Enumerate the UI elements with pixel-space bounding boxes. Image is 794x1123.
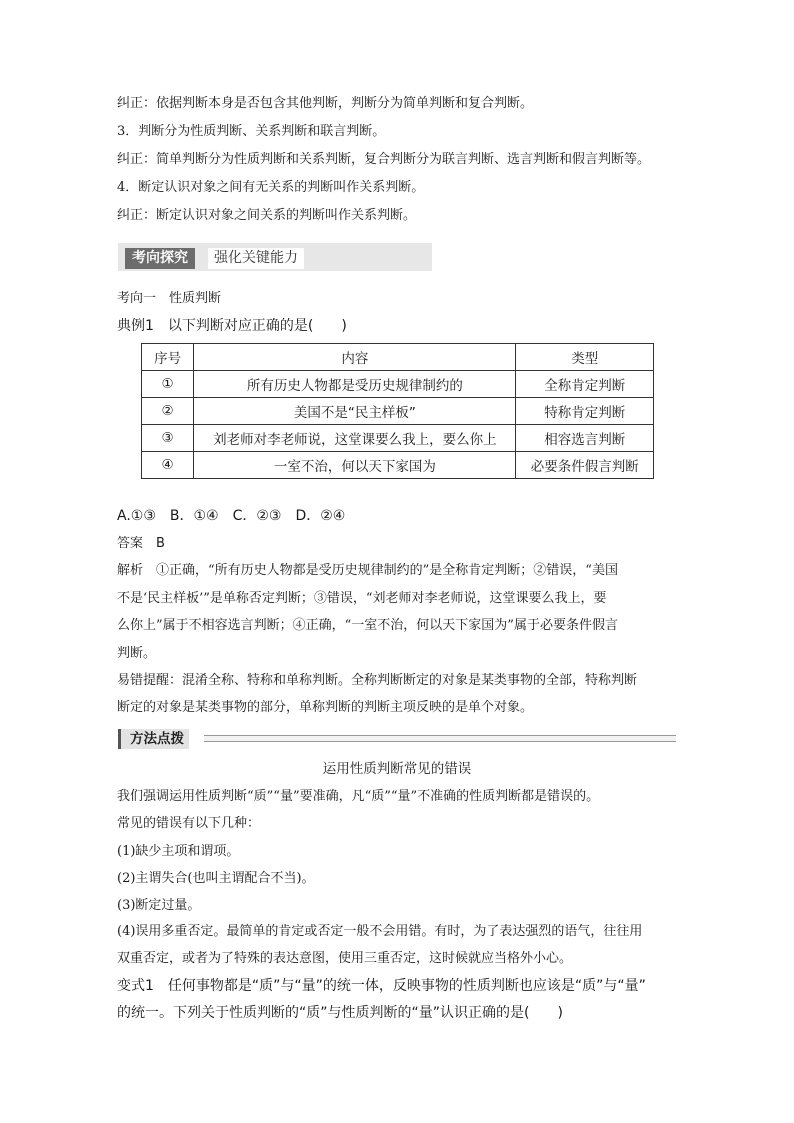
analysis-text: 解析 ①正确，“所有历史人物都是受历史规律制约的”是全称肯定判断；②错误，“美国 [117, 563, 618, 578]
analysis-text: 么你上”属于不相容选言判断；④正确，“一室不治，何以天下家国为”属于必要条件假言 [117, 618, 618, 633]
method-label: 方法点拨 [118, 729, 189, 749]
table-row [142, 425, 654, 452]
method-text: (2)主谓失合(也叫主谓配合不当)。 [117, 871, 315, 886]
statement-text: 4．断定认识对象之间有无关系的判断叫作关系判断。 [117, 180, 425, 195]
table-row [142, 452, 654, 479]
correction-text: 纠正：依据判断本身是否包含其他判断，判断分为简单判断和复合判断。 [117, 96, 534, 111]
section-heading: 考向一 性质判断 [117, 291, 222, 306]
statement-text: 3．判断分为性质判断、关系判断和联言判断。 [117, 124, 386, 139]
variant-question: 的统一。下列关于性质判断的“质”与性质判断的“量”认识正确的是( ) [117, 1005, 563, 1021]
answer-text: 答案 B [117, 536, 165, 551]
variant-question: 变式1 任何事物都是“质”与“量”的统一体，反映事物的性质判断也应该是“质”与“量” [117, 978, 646, 994]
method-text: 常见的错误有以下几种： [117, 816, 261, 831]
banner-label: 考向探究 [125, 248, 195, 269]
correction-text: 纠正：简单判断分为性质判断和关系判断，复合判断分为联言判断、选言判断和假言判断等。 [117, 152, 651, 167]
table-cell: 美国不是“民主样板” [194, 398, 516, 425]
pitfall-text: 易错提醒：混淆全称、特称和单称判断。全称判断断定的对象是某类事物的全部，特称判断 [117, 673, 638, 688]
table-row [142, 371, 654, 398]
method-text: (4)误用多重否定。最简单的肯定或否定一般不会用错。有时，为了表达强烈的语气，往往用 [117, 924, 643, 939]
method-divider [204, 735, 676, 742]
method-text: (1)缺少主项和谓项。 [117, 844, 240, 859]
analysis-text: 判断。 [117, 646, 157, 661]
table-cell: ② [142, 398, 194, 425]
table-cell: 全称肯定判断 [516, 371, 654, 398]
section-banner [118, 243, 432, 271]
banner-sublabel: 强化关键能力 [208, 248, 304, 269]
analysis-text: 不是‘民主样板’”是单称否定判断；③错误，“刘老师对李老师说，这堂课要么我上，要 [117, 591, 607, 606]
correction-text: 纠正：断定认识对象之间关系的判断叫作关系判断。 [117, 208, 417, 223]
method-header [118, 729, 676, 749]
table-cell: 特称肯定判断 [516, 398, 654, 425]
table-cell: 必要条件假言判断 [516, 452, 654, 479]
table-cell: 相容选言判断 [516, 425, 654, 452]
table-header-cell: 内容 [194, 344, 516, 371]
answer-options: A.①③ B．①④ C．②③ D．②④ [117, 508, 346, 524]
method-text: (3)断定过量。 [117, 898, 201, 913]
table-cell: 所有历史人物都是受历史规律制约的 [194, 371, 516, 398]
table-row [142, 398, 654, 425]
table-header-row [142, 344, 654, 371]
example-title: 典例1 以下判断对应正确的是( ) [117, 318, 347, 334]
method-title: 运用性质判断常见的错误 [322, 761, 472, 777]
table-header-cell: 类型 [516, 344, 654, 371]
table-cell: ① [142, 371, 194, 398]
table-header-cell: 序号 [142, 344, 194, 371]
pitfall-text: 断定的对象是某类事物的部分，单称判断的判断主项反映的是单个对象。 [117, 700, 534, 715]
judgment-table [141, 343, 654, 479]
table-cell: 一室不治，何以天下家国为 [194, 452, 516, 479]
table-cell: 刘老师对李老师说，这堂课要么我上，要么你上 [194, 425, 516, 452]
method-text: 我们强调运用性质判断“质”“量”要准确，凡“质”“量”不准确的性质判断都是错误的。 [117, 789, 600, 804]
table-cell: ③ [142, 425, 194, 452]
method-text: 双重否定，或者为了特殊的表达意图，使用三重否定，这时候就应当格外小心。 [117, 951, 573, 966]
table-cell: ④ [142, 452, 194, 479]
